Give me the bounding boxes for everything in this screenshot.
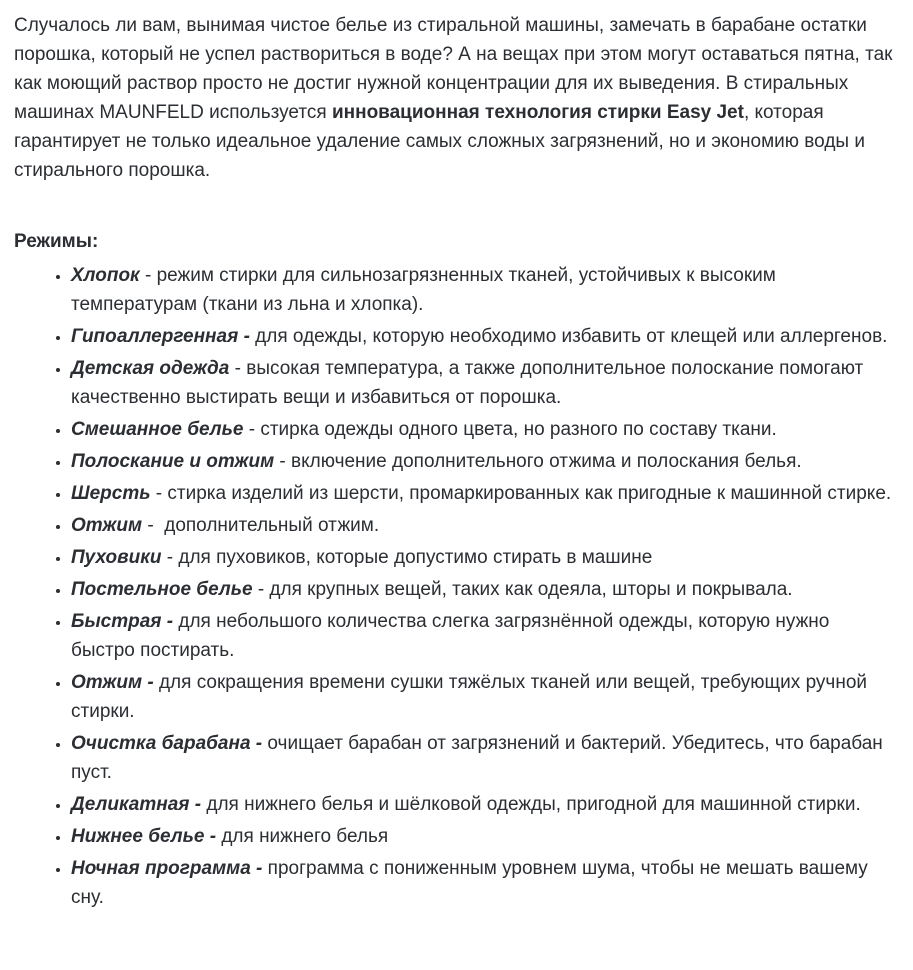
mode-name: Ночная программа - (71, 858, 263, 879)
mode-description: для сокращения времени сушки тяжёлых тканей или вещей, требующих ручной стирки. (71, 672, 873, 722)
mode-item-cotton (71, 261, 893, 319)
mode-item-spin (71, 511, 893, 540)
mode-description: для одежды, которую необходимо избавить от клещей или аллергенов. (249, 326, 888, 347)
mode-description: программа с пониженным уровнем шума, чтобы не мешать вашему сну. (71, 858, 874, 908)
mode-item-delicate (71, 790, 893, 819)
mode-description: для небольшого количества слегка загрязнённой одежды, которую нужно быстро постирать. (71, 611, 835, 661)
mode-item-hypoallergenic (71, 322, 893, 351)
intro-text-part1: Случалось ли вам, вынимая чистое белье из стиральной машины, замечать в барабане остатки порошка, который не успел раствориться в воде? А на вещах при этом могут оставаться пятна, так как моющий раствор просто не достиг нужной концентрации для их выведения. В стиральных машинах MAUNFELD используется (14, 15, 893, 123)
mode-item-quick (71, 607, 893, 665)
mode-name: Деликатная - (71, 794, 202, 815)
mode-name: Очистка барабана - (71, 733, 263, 754)
mode-item-bedding (71, 575, 893, 604)
mode-name: Пуховики (71, 547, 162, 568)
mode-item-mixed-laundry (71, 415, 893, 444)
modes-list (14, 261, 893, 912)
intro-paragraph (14, 11, 893, 185)
mode-name: Отжим (71, 515, 143, 536)
mode-name: Нижнее белье - (71, 826, 217, 847)
mode-item-night-program (71, 854, 893, 912)
mode-name: Отжим - (71, 672, 154, 693)
modes-heading: Режимы: (14, 231, 99, 252)
mode-item-rinse-spin (71, 447, 893, 476)
mode-item-down-jackets (71, 543, 893, 572)
mode-description: - для пуховиков, которые допустимо стирать в машине (161, 547, 653, 568)
mode-name: Хлопок (71, 265, 140, 286)
mode-name: Полоскание и отжим (71, 451, 275, 472)
mode-item-drum-clean (71, 729, 893, 787)
mode-description: - включение дополнительного отжима и полоскания белья. (274, 451, 802, 472)
intro-bold-highlight: инновационная технология стирки Easy Jet (331, 102, 744, 123)
mode-description: - режим стирки для сильнозагрязненных тканей, устойчивых к высоким температурам (ткани из льна и хлопка). (71, 265, 782, 315)
mode-item-spin-drying (71, 668, 893, 726)
mode-item-baby-clothes (71, 354, 893, 412)
intro-text-part2: , которая гарантирует не только идеальное удаление самых сложных загрязнений, но и экономию воды и стирального порошка. (14, 102, 865, 181)
mode-description: для нижнего белья (216, 826, 389, 847)
mode-item-wool (71, 479, 893, 508)
mode-name: Детская одежда (71, 358, 230, 379)
mode-name: Шерсть (71, 483, 151, 504)
mode-description: очищает барабан от загрязнений и бактерий. Убедитесь, что барабан пуст. (71, 733, 889, 783)
mode-description: - стирка одежды одного цвета, но разного по составу ткани. (243, 419, 777, 440)
mode-description: для нижнего белья и шёлковой одежды, пригодной для машинной стирки. (201, 794, 861, 815)
mode-name: Быстрая - (71, 611, 174, 632)
mode-description: - стирка изделий из шерсти, промаркированных как пригодные к машинной стирке. (150, 483, 892, 504)
mode-item-underwear (71, 822, 893, 851)
mode-name: Гипоаллергенная - (71, 326, 250, 347)
mode-name: Смешанное белье (71, 419, 244, 440)
mode-description: - для крупных вещей, таких как одеяла, шторы и покрывала. (252, 579, 793, 600)
mode-description: - дополнительный отжим. (142, 515, 380, 536)
mode-name: Постельное белье (71, 579, 253, 600)
mode-description: - высокая температура, а также дополнительное полоскание помогают качественно выстирать вещи и избавиться от порошка. (71, 358, 869, 408)
